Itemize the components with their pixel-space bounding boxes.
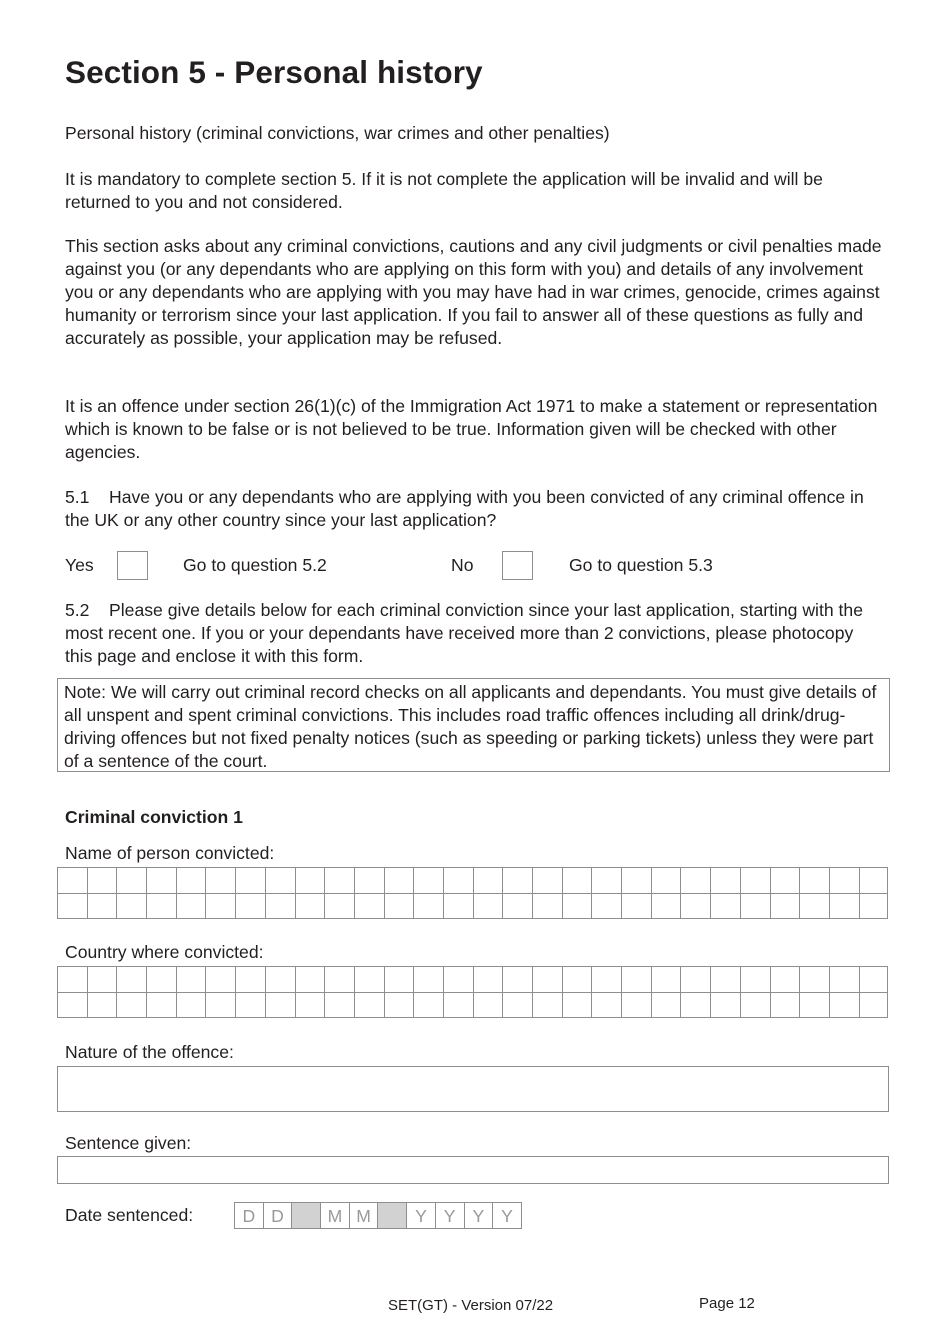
character-box[interactable] — [295, 893, 325, 919]
character-box[interactable] — [829, 992, 859, 1018]
character-box[interactable] — [235, 992, 265, 1018]
character-box[interactable] — [295, 992, 325, 1018]
character-box[interactable] — [710, 867, 740, 893]
character-box[interactable] — [235, 893, 265, 919]
character-box[interactable] — [740, 867, 770, 893]
character-box[interactable] — [205, 893, 235, 919]
country-label: Country where convicted: — [65, 942, 264, 962]
character-box[interactable] — [146, 966, 176, 992]
character-box[interactable] — [235, 867, 265, 893]
character-box[interactable] — [710, 893, 740, 919]
character-box[interactable] — [146, 867, 176, 893]
character-box[interactable] — [621, 992, 651, 1018]
character-box[interactable] — [295, 867, 325, 893]
country-grid-row-1 — [57, 966, 889, 992]
date-digit-box[interactable]: Y — [435, 1202, 465, 1229]
character-box[interactable] — [532, 867, 562, 893]
character-box[interactable] — [680, 893, 710, 919]
character-box[interactable] — [384, 867, 414, 893]
character-box[interactable] — [710, 992, 740, 1018]
character-box[interactable] — [87, 893, 117, 919]
character-box[interactable] — [57, 893, 87, 919]
character-box[interactable] — [859, 893, 889, 919]
character-box[interactable] — [473, 966, 503, 992]
footer-page-number: Page 12 — [699, 1295, 755, 1312]
character-box[interactable] — [265, 966, 295, 992]
character-box[interactable] — [265, 893, 295, 919]
character-box[interactable] — [680, 992, 710, 1018]
character-box[interactable] — [591, 893, 621, 919]
character-box[interactable] — [413, 992, 443, 1018]
character-box[interactable] — [532, 966, 562, 992]
conviction-heading: Criminal conviction 1 — [65, 807, 243, 827]
name-grid-row-2 — [57, 893, 889, 919]
character-box[interactable] — [176, 966, 206, 992]
character-box[interactable] — [859, 867, 889, 893]
character-box[interactable] — [116, 867, 146, 893]
character-box[interactable] — [265, 992, 295, 1018]
character-box[interactable] — [146, 893, 176, 919]
character-box[interactable] — [473, 992, 503, 1018]
character-box[interactable] — [473, 893, 503, 919]
character-box[interactable] — [680, 867, 710, 893]
character-box[interactable] — [829, 893, 859, 919]
character-box[interactable] — [591, 966, 621, 992]
character-box[interactable] — [740, 992, 770, 1018]
sentence-input[interactable] — [57, 1156, 889, 1184]
question-5-1: 5.1 Have you or any dependants who are applying with you been convicted of any criminal offence in the UK or any other country since your last application? — [65, 487, 869, 530]
character-box[interactable] — [443, 966, 473, 992]
character-box[interactable] — [532, 992, 562, 1018]
character-box[interactable] — [621, 893, 651, 919]
country-input-grid[interactable] — [57, 966, 889, 1018]
no-label: No — [451, 555, 474, 575]
date-digit-box[interactable]: Y — [492, 1202, 522, 1229]
yes-goto: Go to question 5.2 — [183, 555, 327, 575]
character-box[interactable] — [354, 966, 384, 992]
offence-warning: It is an offence under section 26(1)(c) of the Immigration Act 1971 to make a statement or representation which is known to be false or is not believed to be true. Information given will be checked with other agencies. — [65, 396, 878, 462]
character-box[interactable] — [354, 867, 384, 893]
date-label: Date sentenced: — [65, 1205, 194, 1225]
footer-version: SET(GT) - Version 07/22 — [388, 1297, 554, 1314]
character-box[interactable] — [324, 992, 354, 1018]
no-goto: Go to question 5.3 — [569, 555, 713, 575]
character-box[interactable] — [205, 966, 235, 992]
country-grid-row-2 — [57, 992, 889, 1018]
character-box[interactable] — [651, 893, 681, 919]
yes-label: Yes — [65, 555, 94, 575]
character-box[interactable] — [770, 966, 800, 992]
character-box[interactable] — [354, 893, 384, 919]
character-box[interactable] — [591, 992, 621, 1018]
character-box[interactable] — [324, 867, 354, 893]
character-box[interactable] — [57, 992, 87, 1018]
date-digit-box[interactable]: D — [234, 1202, 264, 1229]
character-box[interactable] — [621, 867, 651, 893]
date-digit-box[interactable]: M — [320, 1202, 350, 1229]
character-box[interactable] — [562, 966, 592, 992]
character-box[interactable] — [146, 992, 176, 1018]
character-box[interactable] — [651, 867, 681, 893]
character-box[interactable] — [87, 966, 117, 992]
character-box[interactable] — [87, 867, 117, 893]
question-5-2: 5.2 Please give details below for each criminal conviction since your last application, starting with the most recent one. If you or your dependants have received more than 2 convictions, please photocopy this page and enclose it with this form. — [65, 600, 868, 666]
character-box[interactable] — [443, 893, 473, 919]
character-box[interactable] — [829, 966, 859, 992]
character-box[interactable] — [562, 867, 592, 893]
character-box[interactable] — [710, 966, 740, 992]
character-box[interactable] — [413, 867, 443, 893]
yes-checkbox[interactable] — [117, 551, 148, 580]
character-box[interactable] — [384, 992, 414, 1018]
page-title: Section 5 - Personal history — [65, 54, 483, 90]
character-box[interactable] — [176, 893, 206, 919]
character-box[interactable] — [770, 992, 800, 1018]
character-box[interactable] — [116, 966, 146, 992]
character-box[interactable] — [57, 966, 87, 992]
date-separator — [377, 1202, 407, 1229]
character-box[interactable] — [859, 992, 889, 1018]
character-box[interactable] — [235, 966, 265, 992]
mandatory-paragraph: It is mandatory to complete section 5. If it is not complete the application will be invalid and will be returned to you and not considered. — [65, 169, 823, 212]
character-box[interactable] — [740, 893, 770, 919]
name-grid-row-1 — [57, 867, 889, 893]
intro-paragraph: Personal history (criminal convictions, war crimes and other penalties) — [65, 123, 610, 143]
date-digit-box[interactable]: M — [349, 1202, 379, 1229]
character-box[interactable] — [57, 867, 87, 893]
character-box[interactable] — [205, 867, 235, 893]
character-box[interactable] — [116, 992, 146, 1018]
nature-input[interactable] — [57, 1066, 889, 1112]
sentence-label: Sentence given: — [65, 1133, 192, 1153]
date-sentenced-input[interactable] — [235, 1202, 522, 1229]
character-box[interactable] — [205, 992, 235, 1018]
character-box[interactable] — [799, 893, 829, 919]
character-box[interactable] — [413, 966, 443, 992]
nature-label: Nature of the offence: — [65, 1042, 234, 1062]
character-box[interactable] — [324, 893, 354, 919]
no-checkbox[interactable] — [502, 551, 533, 580]
character-box[interactable] — [859, 966, 889, 992]
character-box[interactable] — [324, 966, 354, 992]
character-box[interactable] — [176, 992, 206, 1018]
character-box[interactable] — [799, 966, 829, 992]
character-box[interactable] — [295, 966, 325, 992]
character-box[interactable] — [770, 867, 800, 893]
character-box[interactable] — [502, 966, 532, 992]
character-box[interactable] — [799, 867, 829, 893]
character-box[interactable] — [502, 992, 532, 1018]
date-separator — [291, 1202, 321, 1229]
character-box[interactable] — [532, 893, 562, 919]
name-label: Name of person convicted: — [65, 843, 275, 863]
character-box[interactable] — [562, 893, 592, 919]
character-box[interactable] — [176, 867, 206, 893]
date-digit-box[interactable]: D — [263, 1202, 293, 1229]
character-box[interactable] — [473, 867, 503, 893]
character-box[interactable] — [265, 867, 295, 893]
character-box[interactable] — [384, 893, 414, 919]
character-box[interactable] — [799, 992, 829, 1018]
character-box[interactable] — [651, 992, 681, 1018]
character-box[interactable] — [740, 966, 770, 992]
character-box[interactable] — [621, 966, 651, 992]
character-box[interactable] — [562, 992, 592, 1018]
character-box[interactable] — [116, 893, 146, 919]
character-box[interactable] — [829, 867, 859, 893]
character-box[interactable] — [443, 867, 473, 893]
date-digit-box[interactable]: Y — [406, 1202, 436, 1229]
character-box[interactable] — [443, 992, 473, 1018]
name-input-grid[interactable] — [57, 867, 889, 919]
character-box[interactable] — [502, 893, 532, 919]
character-box[interactable] — [413, 893, 443, 919]
note-box: Note: We will carry out criminal record checks on all applicants and dependants. You must give details of all unspent and spent criminal convictions. This includes road traffic offences including all drink/drug-driving offences but not fixed penalty notices (such as speeding or parking tickets) unless they were part of a sentence of the court. — [57, 678, 890, 772]
character-box[interactable] — [502, 867, 532, 893]
character-box[interactable] — [680, 966, 710, 992]
character-box[interactable] — [87, 992, 117, 1018]
character-box[interactable] — [591, 867, 621, 893]
character-box[interactable] — [651, 966, 681, 992]
character-box[interactable] — [354, 992, 384, 1018]
character-box[interactable] — [384, 966, 414, 992]
date-digit-box[interactable]: Y — [464, 1202, 494, 1229]
character-box[interactable] — [770, 893, 800, 919]
section-description: This section asks about any criminal convictions, cautions and any civil judgments or civil penalties made against you (or any dependants who are applying on this form with you) and details of any involvement you or any dependants who are applying with you may have had in war crimes, genocide, crimes against humanity or terrorism since your last application. If you fail to answer all of these questions as fully and accurately as possible, your application may be refused. — [65, 236, 882, 348]
